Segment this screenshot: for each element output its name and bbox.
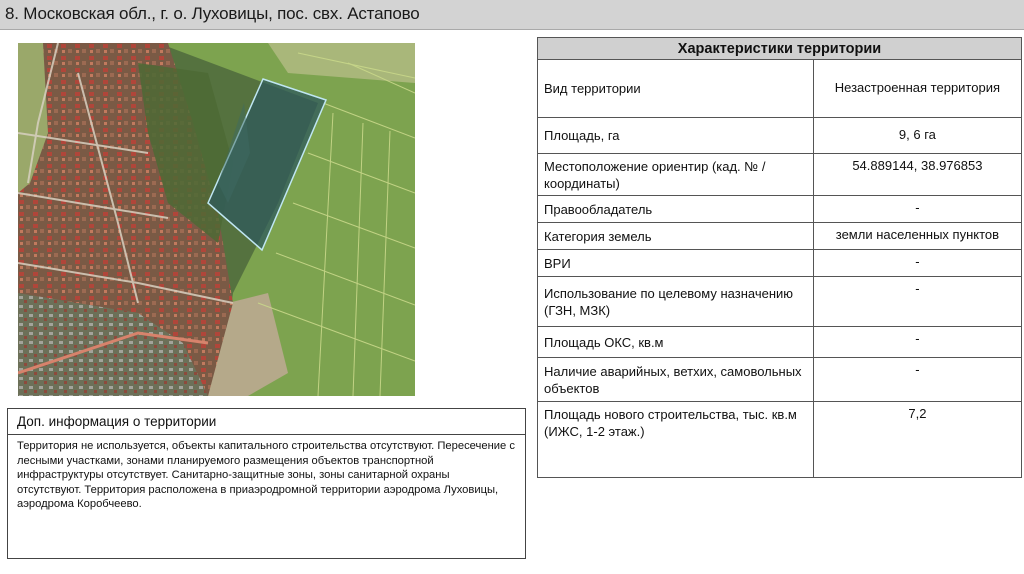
table-header-row — [538, 38, 1022, 60]
row-value: - — [813, 327, 1021, 358]
row-label: Правообладатель — [538, 196, 814, 223]
row-label: Вид территории — [538, 60, 814, 118]
row-value: - — [813, 250, 1021, 277]
table-row — [538, 277, 1022, 327]
table-row — [538, 118, 1022, 154]
table-row — [538, 196, 1022, 223]
row-label: ВРИ — [538, 250, 814, 277]
table-row — [538, 402, 1022, 478]
table-row — [538, 154, 1022, 196]
row-label: Наличие аварийных, ветхих, самовольных объектов — [538, 358, 814, 402]
table-title: Характеристики территории — [538, 38, 1022, 60]
row-value: земли населенных пунктов — [813, 223, 1021, 250]
satellite-map-image — [18, 43, 415, 396]
satellite-map — [18, 43, 415, 396]
row-value: 54.889144, 38.976853 — [813, 154, 1021, 196]
row-value: - — [813, 196, 1021, 223]
table-row — [538, 250, 1022, 277]
row-value: - — [813, 277, 1021, 327]
table-row — [538, 223, 1022, 250]
row-value: - — [813, 358, 1021, 402]
row-label: Площадь ОКС, кв.м — [538, 327, 814, 358]
row-label: Местоположение ориентир (кад. № / координаты) — [538, 154, 814, 196]
row-label: Площадь, га — [538, 118, 814, 154]
row-value: 9, 6 га — [813, 118, 1021, 154]
table-row — [538, 60, 1022, 118]
row-label: Использование по целевому назначению (ГЗН, МЗК) — [538, 277, 814, 327]
territory-characteristics-table — [537, 37, 1022, 478]
additional-info-text: Территория не используется, объекты капитального строительства отсутствуют. Пересечение с лесными участками, зонами планируемого размещения объектов транспортной инфраструктуры отсутствует. Санитарно-защитные зоны, зоны санитарной охраны отсутствуют. Территория расположена в приаэродромной территории аэродрома Луховицы, аэродрома Коробчеево. — [17, 440, 515, 511]
table-row — [538, 327, 1022, 358]
page-header — [0, 0, 1024, 30]
row-label: Площадь нового строительства, тыс. кв.м (ИЖС, 1-2 этаж.) — [538, 402, 814, 478]
row-value: Незастроенная территория — [813, 60, 1021, 118]
additional-info-panel — [7, 408, 526, 559]
table-row — [538, 358, 1022, 402]
row-label: Категория земель — [538, 223, 814, 250]
page-title: 8. Московская обл., г. о. Луховицы, пос. свх. Астапово — [5, 4, 420, 23]
additional-info-title: Доп. информация о территории — [8, 409, 525, 435]
row-value: 7,2 — [813, 402, 1021, 478]
